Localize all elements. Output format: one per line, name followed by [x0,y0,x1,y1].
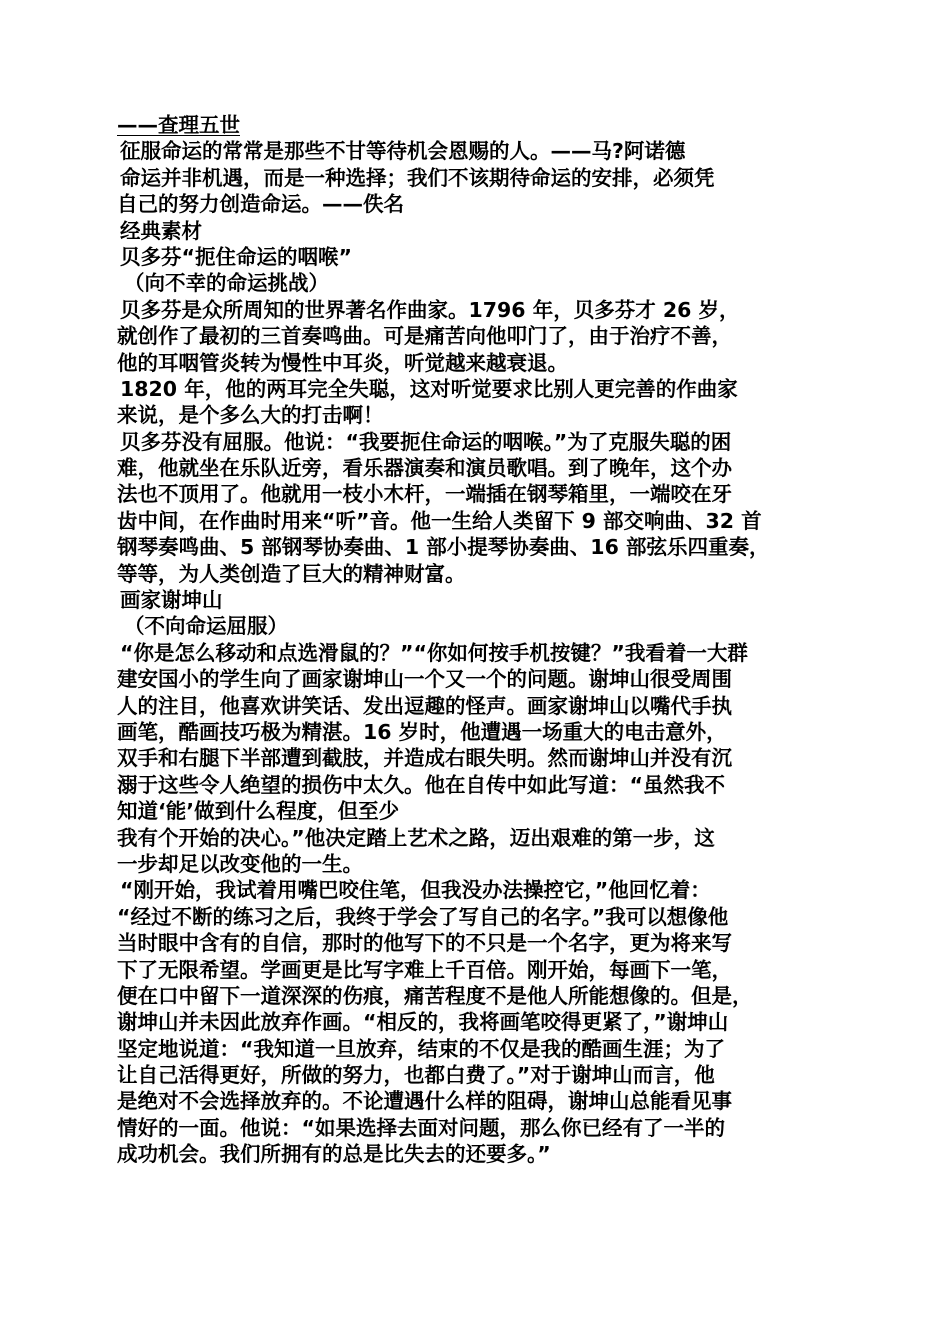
paragraph-line: 1820 年，他的两耳完全失聪，这对听觉要求比别人更完善的作曲家 [120,376,738,401]
paragraph-line: 便在口中留下一道深深的伤痕，痛苦程度不是他人所能想像的。但是， [117,983,753,1008]
paragraph-line: 一步却足以改变他的一生。 [117,851,363,876]
paragraph-line: “经过不断的练习之后，我终于学会了写自己的名字。”我可以想像他 [117,904,729,929]
paragraph-line: 坚定地说道：“我知道一旦放弃，结束的不仅是我的酷画生涯；为了 [117,1036,725,1061]
paragraph-line: 下了无限希望。学画更是比写字难上千百倍。刚开始，每画下一笔， [117,957,732,982]
paragraph-line: 他的耳咽管炎转为慢性中耳炎，听觉越来越衰退。 [117,350,568,375]
paragraph-line: 建安国小的学生向了画家谢坤山一个又一个的问题。谢坤山很受周围 [117,667,732,692]
quote-line: 命运并非机遇，而是一种选择；我们不该期待命运的安排，必须凭 [120,165,715,190]
paragraph-line: 成功机会。我们所拥有的总是比失去的还要多。” [117,1142,551,1167]
paragraph-line: 知道‘能’做到什么程度，但至少 [117,799,400,824]
story-title: 贝多芬“扼住命运的咽喉” [120,244,352,269]
paragraph-line: 我有个开始的决心。”他决定踏上艺术之路，迈出艰难的第一步，这 [117,825,715,850]
paragraph-line: 当时眼中含有的自信，那时的他写下的不只是一个名字，更为将来写 [117,931,732,956]
quote-attribution: ——查理五世 [117,113,240,137]
quote-line: 自己的努力创造命运。——佚名 [117,192,404,217]
quote-line: 征服命运的常常是那些不甘等待机会恩赐的人。——马?阿诺德 [120,139,686,164]
story-subtitle: （不向命运屈服） [124,614,288,639]
paragraph-line: 是绝对不会选择放弃的。不论遭遇什么样的阻碍，谢坤山总能看见事 [117,1089,732,1114]
section-heading: 经典素材 [120,218,202,243]
story-title: 画家谢坤山 [120,588,223,613]
paragraph-line: “刚开始，我试着用嘴巴咬住笔，但我没办法操控它，”他回忆着： [120,878,711,903]
paragraph-line: 齿中间，在作曲时用来“听”音。他一生给人类留下 9 部交响曲、32 首 [117,508,762,533]
paragraph-line: 让自己活得更好，所做的努力，也都白费了。”对于谢坤山而言，他 [117,1063,715,1088]
paragraph-line: 就创作了最初的三首奏鸣曲。可是痛苦向他叩门了，由于治疗不善， [117,324,732,349]
paragraph-line: 双手和右腿下半部遭到截肢，并造成右眼失明。然而谢坤山并没有沉 [117,746,732,771]
paragraph-line: 谢坤山并未因此放弃作画。“相反的，我将画笔咬得更紧了，”谢坤山 [117,1010,729,1035]
paragraph-line: 人的注目，他喜欢讲笑话、发出逗趣的怪声。画家谢坤山以嘴代手执 [117,693,732,718]
paragraph-line: 等等，为人类创造了巨大的精神财富。 [117,561,466,586]
paragraph-line: “你是怎么移动和点选滑鼠的？”“你如何按手机按键？”我看着一大群 [120,640,748,665]
paragraph-line: 钢琴奏鸣曲、5 部钢琴协奏曲、1 部小提琴协奏曲、16 部弦乐四重奏， [117,535,770,560]
paragraph-line: 贝多芬没有屈服。他说：“我要扼住命运的咽喉。”为了克服失聪的困 [120,429,732,454]
paragraph-line: 情好的一面。他说：“如果选择去面对问题，那么你已经有了一半的 [117,1115,725,1140]
paragraph-line: 难，他就坐在乐队近旁，看乐器演奏和演员歌唱。到了晚年，这个办 [117,456,732,481]
paragraph-line: 画笔，酷画技巧极为精湛。16 岁时，他遭遇一场重大的电击意外， [117,719,727,744]
paragraph-line: 溺于这些令人绝望的损伤中太久。他在自传中如此写道：“虽然我不 [117,772,725,797]
story-subtitle: （向不幸的命运挑战） [124,271,329,296]
paragraph-line: 来说，是个多么大的打击啊！ [117,403,384,428]
document-page [117,112,847,1168]
paragraph-line: 法也不顶用了。他就用一枝小木杆，一端插在钢琴箱里，一端咬在牙 [117,482,732,507]
paragraph-line: 贝多芬是众所周知的世界著名作曲家。1796 年，贝多芬才 26 岁， [120,297,740,322]
